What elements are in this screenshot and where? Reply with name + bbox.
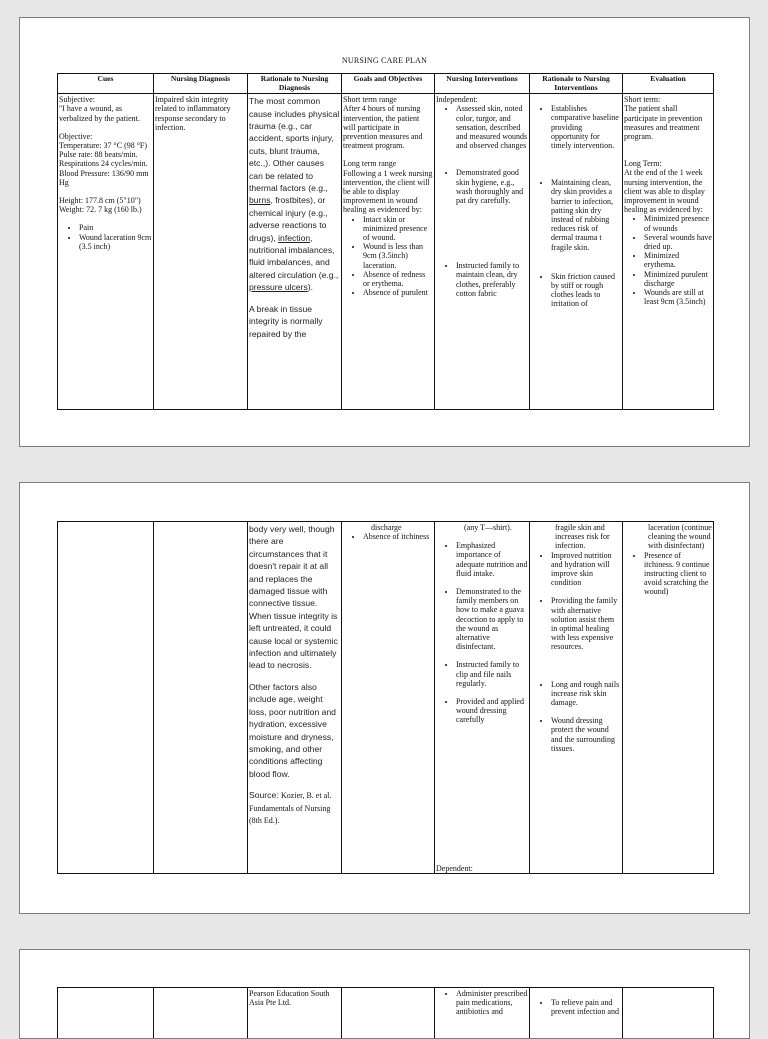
- source-citation: [249, 789, 340, 826]
- list-item: • Pain: [79, 223, 152, 232]
- rationale-text: , nutritional imbalances, fluid imbalances, and altered circulation (e.g.,: [249, 233, 338, 280]
- interventions-list: [436, 989, 528, 1017]
- long-term-label: Long term range: [343, 159, 433, 168]
- rationale-interventions-cell: [530, 522, 623, 874]
- list-item: • Wound is less than 9cm (3.5inch) laceration.: [363, 242, 433, 270]
- height: Height: 177.8 cm (5"10"): [59, 196, 152, 205]
- interventions-cell: [435, 988, 530, 1039]
- rationale-text: , frostbites), or chemical injury (e.g., adverse reactions to drugs),: [249, 195, 328, 242]
- list-item: • Establishes comparative baseline providing opportunity for timely intervention.: [551, 104, 621, 150]
- care-plan-table-continued: [57, 987, 714, 1039]
- list-item: • Absence of redness or erythema.: [363, 270, 433, 288]
- rationale-interventions-cell: [530, 94, 623, 410]
- subjective-label: Subjective:: [59, 95, 152, 104]
- list-item: • Minimized presence of wounds: [644, 214, 712, 232]
- table-row: [58, 522, 714, 874]
- list-item: • Wounds are still at least 9cm (3.5inch): [644, 288, 712, 306]
- document-page-3: [19, 949, 750, 1039]
- pulse-rate: Pulse rate: 88 beats/min.: [59, 150, 152, 159]
- rationale-text: ).: [308, 282, 313, 292]
- care-plan-table-continued: [57, 521, 714, 874]
- diagnosis-cell: [154, 988, 248, 1039]
- rationale-paragraph: [249, 95, 340, 294]
- rationale-diagnosis-cell: [248, 94, 342, 410]
- list-item: • To relieve pain and prevent infection and: [551, 998, 621, 1016]
- interventions-list: [436, 104, 528, 298]
- list-item: • Absence of purulent: [363, 288, 433, 297]
- document-title: NURSING CARE PLAN: [20, 56, 749, 65]
- evaluation-cell: [623, 522, 714, 874]
- goals-cell: [342, 988, 435, 1039]
- evaluation-cell: [623, 94, 714, 410]
- infection-link[interactable]: infection: [278, 233, 310, 243]
- care-plan-table: [57, 73, 714, 410]
- list-item: • Minimized erythema.: [644, 251, 712, 269]
- list-item: • Demonstrated to the family members on how to make a guava decoction to apply to the wound as alternative disinfectant.: [456, 587, 528, 651]
- goals-bullets: [343, 532, 433, 541]
- table-row: [58, 94, 714, 410]
- temperature: Temperature: 37 °C (98 °F): [59, 141, 152, 150]
- list-item: • Instructed family to clip and file nails regularly.: [456, 660, 528, 688]
- list-item: • Wound laceration 9cm (3.5 inch): [79, 233, 152, 251]
- cues-cell: [58, 94, 154, 410]
- list-item: • Presence of itchiness. 9 continue instructing client to avoid scratching the wound): [644, 551, 712, 597]
- cues-cell: [58, 988, 154, 1039]
- list-item: • Absence of itchiness: [363, 532, 433, 541]
- cues-cell: [58, 522, 154, 874]
- evaluation-bullets: [624, 551, 712, 597]
- goals-cell: [342, 94, 435, 410]
- source-publisher: Pearson Education South Asia Pte Ltd.: [249, 989, 340, 1007]
- independent-label: Independent:: [436, 95, 528, 104]
- source-text: Kozier, B. et al. Fundamentals of Nursing (8th Ed.).: [249, 791, 331, 825]
- list-item: • Several wounds have dried up.: [644, 233, 712, 251]
- diagnosis-cell: [154, 94, 248, 410]
- eval-short-label: Short term:: [624, 95, 712, 104]
- eval-short-text: The patient shall participate in prevention measures and treatment program.: [624, 104, 712, 141]
- weight: Weight: 72. 7 kg (160 lb.): [59, 205, 152, 214]
- list-item: • Provided and applied wound dressing carefully: [456, 697, 528, 725]
- list-item: • Administer prescribed pain medications, antibiotics and: [456, 989, 528, 1017]
- blood-pressure: Blood Pressure: 136/90 mm Hg: [59, 169, 152, 187]
- short-term-text: After 4 hours of nursing intervention, the patient will participate in prevention measures and treatment program.: [343, 104, 433, 150]
- list-item: • Instructed family to maintain clean, dry clothes, preferably cotton fabric: [456, 261, 528, 298]
- interventions-cell: [435, 94, 530, 410]
- list-item: • Intact skin or minimized presence of wound.: [363, 215, 433, 243]
- list-item: • Emphasized importance of adequate nutrition and fluid intake.: [456, 541, 528, 578]
- list-item: • Assessed skin, noted color, turgor, and sensation, described and measured wounds and observed changes: [456, 104, 528, 150]
- rationale-diagnosis-cell: [248, 522, 342, 874]
- burns-link[interactable]: burns: [249, 195, 271, 205]
- rationale-paragraph-2: Other factors also include age, weight loss, poor nutrition and hydration, excessive moisture and dryness, smoking, and other conditions affecting blood flow.: [249, 681, 340, 780]
- header-evaluation: Evaluation: [623, 74, 714, 94]
- eval-long-label: Long Term:: [624, 159, 712, 168]
- evaluation-continuation: laceration (continue cleaning the wound with disinfectant): [624, 523, 712, 551]
- list-item: • Demonstrated good skin hygiene, e.g., wash thoroughly and pat dry carefully.: [456, 168, 528, 205]
- goals-bullets: [343, 215, 433, 298]
- rationale-text: The most common cause includes physical trauma (e.g., car accident, sports injury, cuts, blunt trauma, etc.,). Other causes can be related to thermal factors (e.g.,: [249, 96, 339, 193]
- goals-continuation: discharge: [343, 523, 433, 532]
- list-item: • Minimized purulent discharge: [644, 270, 712, 288]
- evaluation-bullets: [624, 214, 712, 306]
- dependent-label: Dependent:: [436, 864, 473, 873]
- list-item: • Providing the family with alternative solution assist them in optimal healing with less expensive resources.: [551, 596, 621, 651]
- long-term-text: Following a 1 week nursing intervention, the client will be able to display improvement in wound healing as evidenced by:: [343, 169, 433, 215]
- table-header-row: [58, 74, 714, 94]
- header-cues: Cues: [58, 74, 154, 94]
- list-item: • Skin friction caused by stiff or rough clothes leads to irritation of: [551, 272, 621, 309]
- header-nursing-diagnosis: Nursing Diagnosis: [154, 74, 248, 94]
- list-item: • Improved nutrition and hydration will improve skin condition: [551, 551, 621, 588]
- interventions-continuation: (any T—shirt).: [436, 523, 528, 532]
- rationale-paragraph-2: A break in tissue integrity is normally repaired by the: [249, 303, 340, 340]
- list-item: • Wound dressing protect the wound and the surrounding tissues.: [551, 716, 621, 753]
- goals-cell: [342, 522, 435, 874]
- header-rationale-diagnosis: Rationale to Nursing Diagnosis: [248, 74, 342, 94]
- rationale-interventions-list: [531, 998, 621, 1016]
- rationale-continuation: fragile skin and increases risk for infection.: [531, 523, 621, 551]
- short-term-label: Short term range: [343, 95, 433, 104]
- eval-long-text: At the end of the 1 week nursing intervention, the client was able to display improvement in wound healing as evidenced by:: [624, 168, 712, 214]
- interventions-list: [436, 541, 528, 724]
- document-page-2: [19, 482, 750, 914]
- rationale-interventions-cell: [530, 988, 623, 1039]
- diagnosis-text: Impaired skin integrity related to inflammatory response secondary to infection.: [155, 95, 246, 132]
- header-rationale-interventions: Rationale to Nursing Interventions: [530, 74, 623, 94]
- header-goals: Goals and Objectives: [342, 74, 435, 94]
- cues-bullets: [59, 223, 152, 251]
- respirations: Respirations 24 cycles/min.: [59, 159, 152, 168]
- subjective-text: "I have a wound, as verbalized by the patient.: [59, 104, 152, 122]
- list-item: • Long and rough nails increase risk skin damage.: [551, 680, 621, 708]
- objective-label: Objective:: [59, 132, 152, 141]
- list-item: • Maintaining clean, dry skin provides a barrier to infection, patting skin dry instead of rubbing reduces risk of dermal trauma t fragile skin.: [551, 178, 621, 252]
- pressure-ulcers-link[interactable]: pressure ulcers: [249, 282, 308, 292]
- rationale-interventions-list: [531, 104, 621, 308]
- evaluation-cell: [623, 988, 714, 1039]
- table-row: [58, 988, 714, 1039]
- source-label: Source:: [249, 790, 281, 800]
- document-page-1: [19, 17, 750, 447]
- rationale-interventions-list: [531, 551, 621, 753]
- interventions-cell: [435, 522, 530, 874]
- diagnosis-cell: [154, 522, 248, 874]
- header-interventions: Nursing Interventions: [435, 74, 530, 94]
- rationale-paragraph: body very well, though there are circumstances that it doesn't repair it at all and replaces the damaged tissue with connective tissue. When tissue integrity is left untreated, it could cause local or systemic infection and ultimately lead to necrosis.: [249, 523, 340, 672]
- rationale-diagnosis-cell: [248, 988, 342, 1039]
